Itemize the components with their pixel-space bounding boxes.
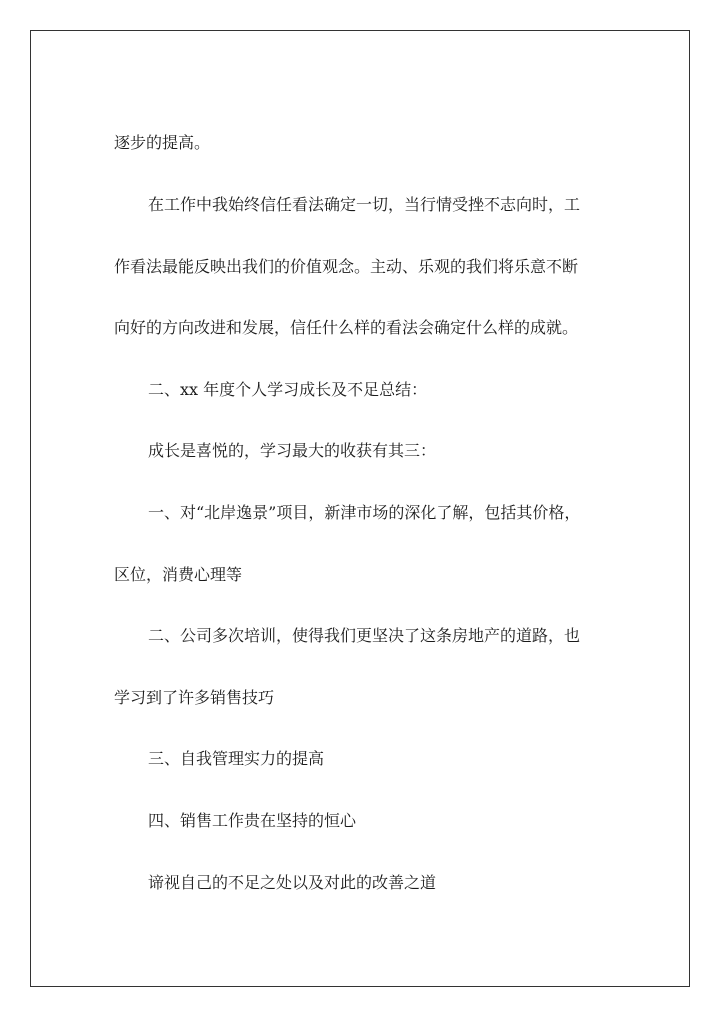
list-item: 四、销售工作贵在坚持的恒心 [148,811,357,830]
text-line: 作看法最能反映出我们的价值观念。主动、乐观的我们将乐意不断 [114,257,579,276]
text-line: 向好的方向改进和发展，信任什么样的看法会确定什么样的成就。 [114,318,579,337]
section-heading: 二、xx 年度个人学习成长及不足总结： [148,380,428,399]
list-item: 二、公司多次培训，使得我们更坚决了这条房地产的道路，也 [148,626,581,645]
paragraph-line: 谛视自己的不足之处以及对此的改善之道 [148,873,437,892]
text-line: 区位，消费心理等 [114,565,243,584]
paragraph-line: 成长是喜悦的，学习最大的收获有其三： [148,441,437,460]
text-line: 学习到了许多销售技巧 [114,688,275,707]
paragraph-line: 在工作中我始终信任看法确定一切，当行情受挫不志向时，工 [148,195,581,214]
text-line: 逐步的提高。 [114,133,211,152]
list-item: 三、自我管理实力的提高 [148,749,325,768]
list-item: 一、对“北岸逸景”项目，新津市场的深化了解，包括其价格， [148,503,581,522]
